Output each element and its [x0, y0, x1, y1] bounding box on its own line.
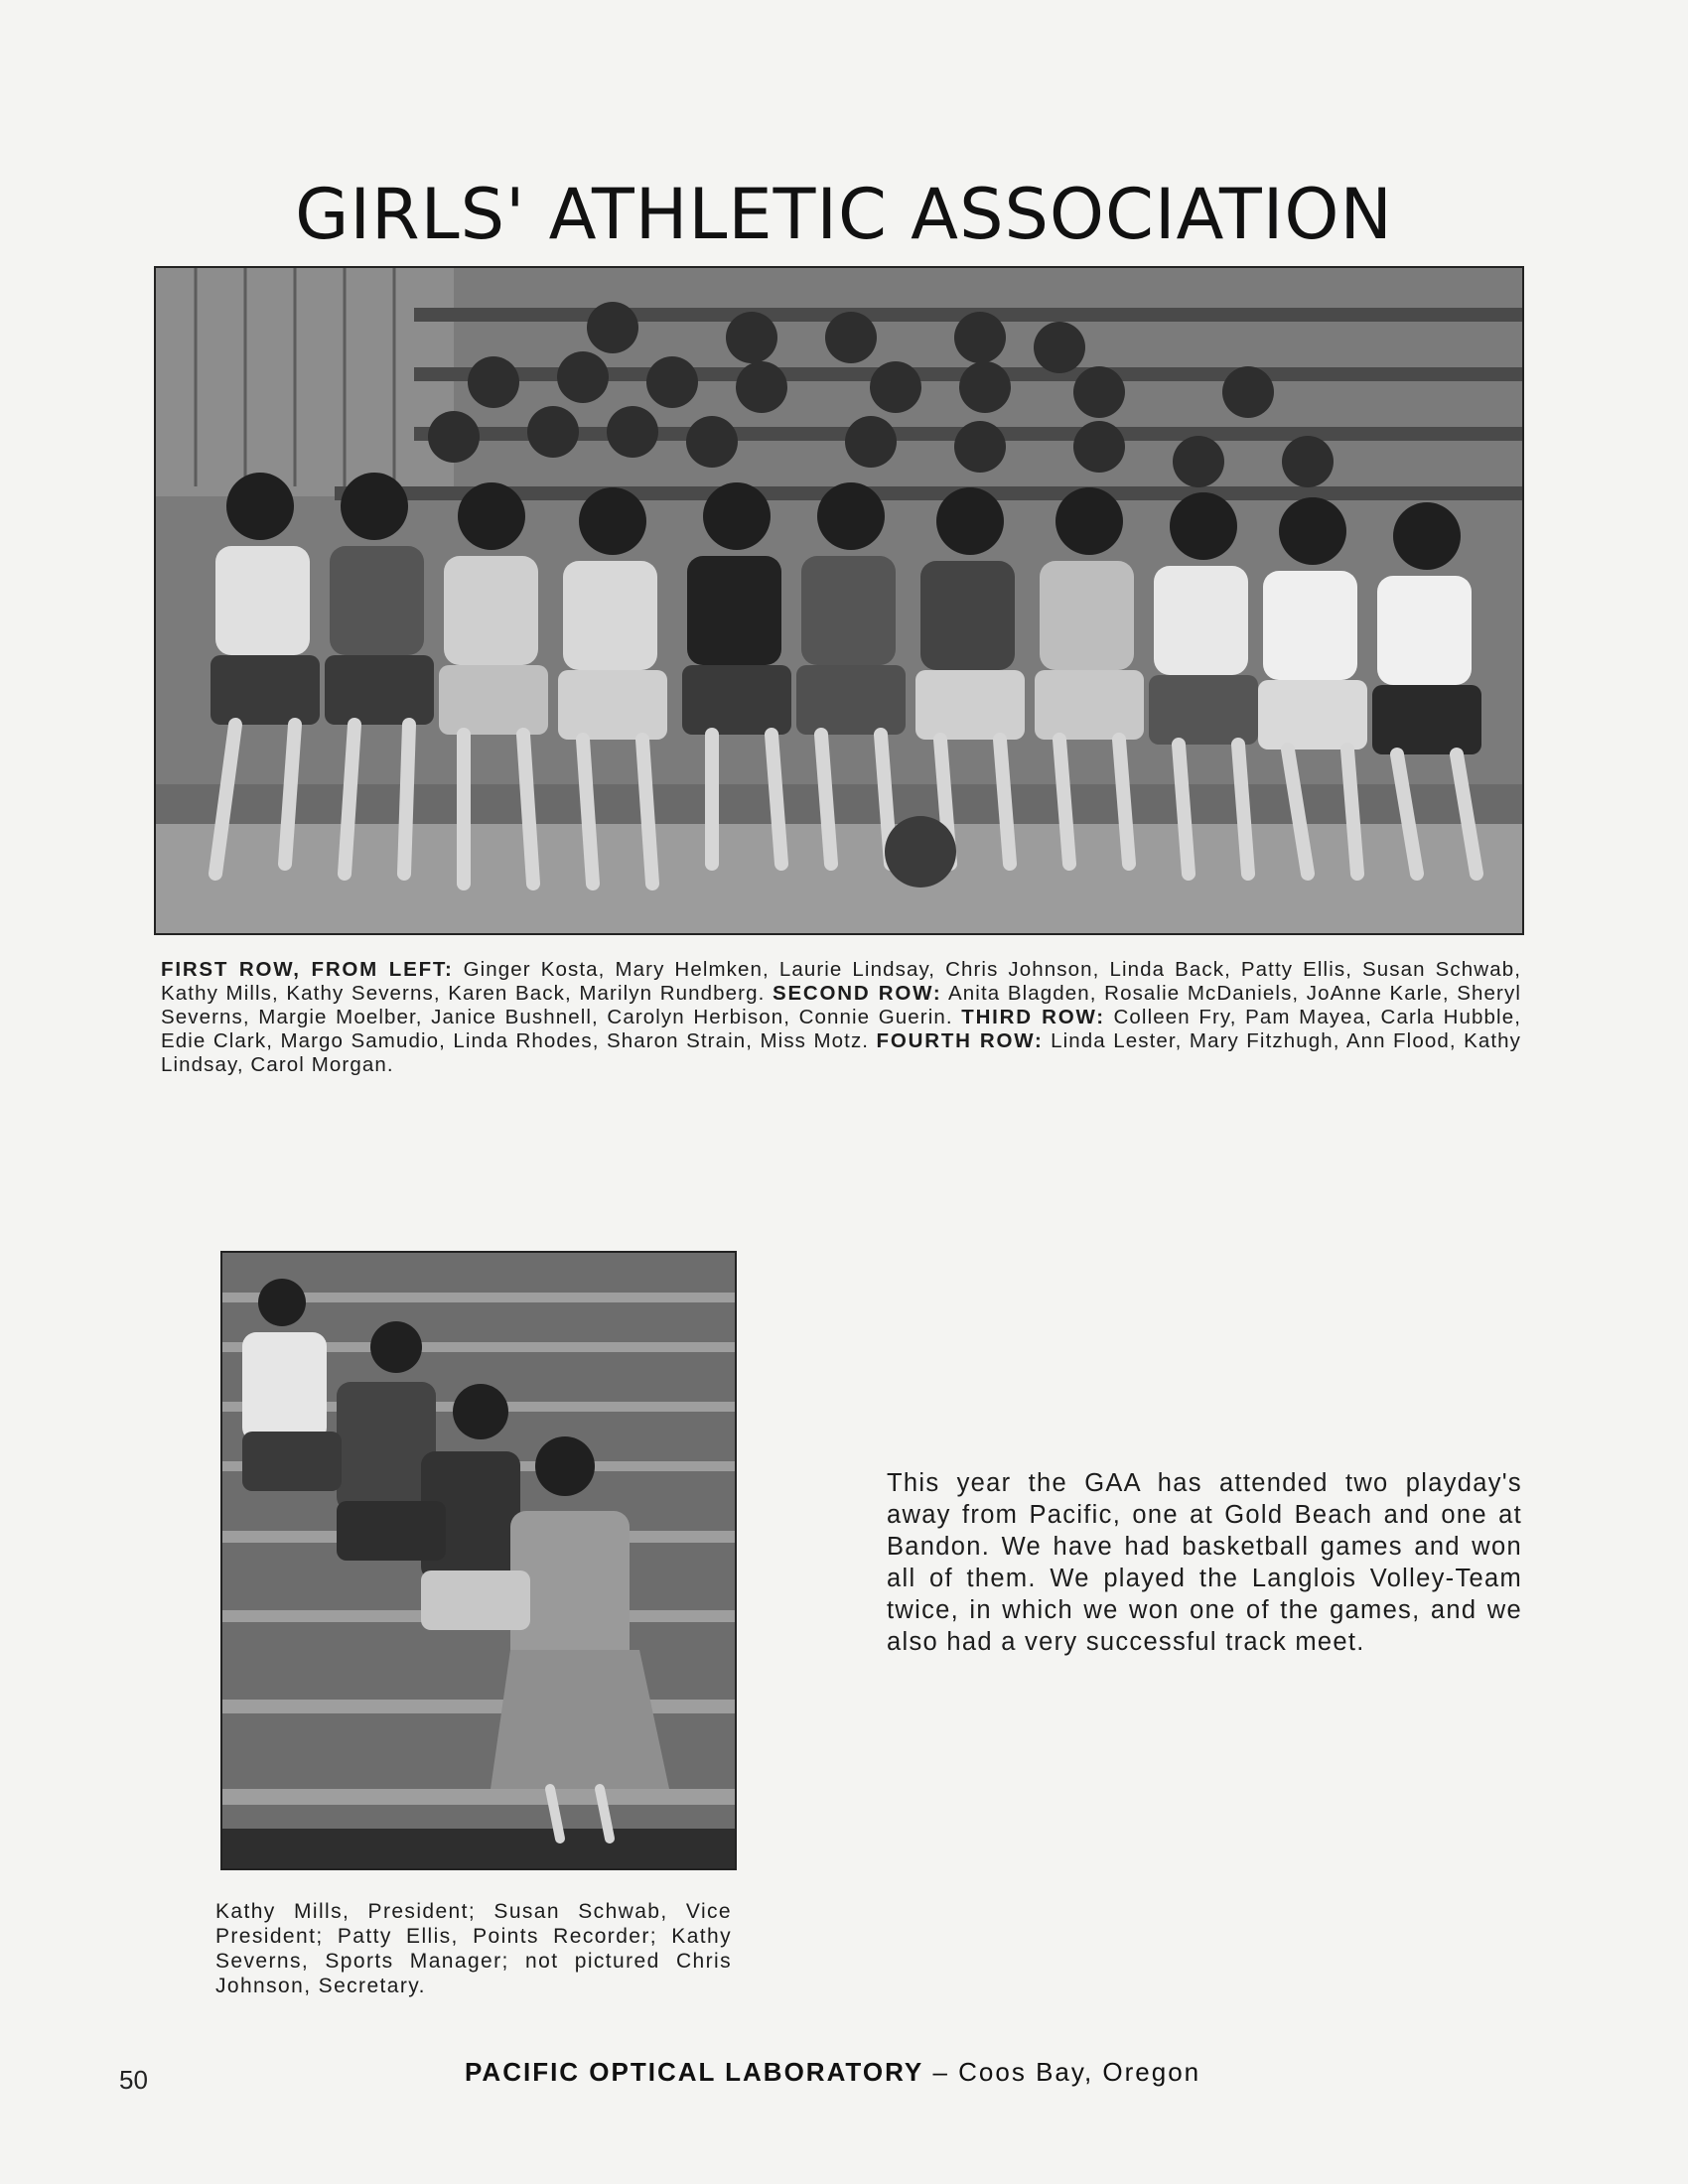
officers-photo-caption: Kathy Mills, President; Susan Schwab, Vice President; Patty Ellis, Points Recorder; Kathy Severns, Sports Manager; not pictured Chris Johnson, Secretary. [215, 1900, 732, 1997]
caption-heading-second-row: SECOND ROW: [772, 981, 942, 1005]
caption-names-third-row: Colleen Fry, Pam Mayea, Carla Hubble, Edie Clark, Margo Samudio, Linda Rhodes, Sharon Strain, Miss Motz. [161, 1005, 1521, 1052]
caption-heading-fourth-row: FOURTH ROW: [876, 1028, 1044, 1052]
officers-photo-image [222, 1253, 735, 1868]
group-photo [154, 266, 1524, 935]
footer-advertisement [465, 2057, 1219, 2088]
page-number: 50 [119, 2065, 148, 2095]
footer-brand: PACIFIC OPTICAL LABORATORY [465, 2057, 924, 2087]
group-photo-image [156, 268, 1522, 933]
caption-names-first-row: Ginger Kosta, Mary Helmken, Laurie Lindsay, Chris Johnson, Linda Back, Patty Ellis, Susan Schwab, Kathy Mills, Kathy Severns, Karen Back, Marilyn Rundberg. [161, 957, 1521, 1005]
caption-names-second-row: Anita Blagden, Rosalie McDaniels, JoAnne Karle, Sheryl Severns, Margie Moelber, Janice Bushnell, Carolyn Herbison, Connie Guerin. [161, 981, 1521, 1028]
caption-names-fourth-row: Linda Lester, Mary Fitzhugh, Ann Flood, Kathy Lindsay, Carol Morgan. [161, 1028, 1521, 1076]
group-photo-caption [161, 958, 1521, 1077]
footer-location: Coos Bay, Oregon [958, 2057, 1201, 2087]
article-text: This year the GAA has attended two playday's away from Pacific, one at Gold Beach and one at Bandon. We have had basketball games and won all of them. We played the Langlois Volley-Team twice, in which we won one of the games, and we also had a very successful track meet. [887, 1468, 1522, 1656]
page-title: GIRLS' ATHLETIC ASSOCIATION [295, 173, 1393, 255]
footer-separator: – [923, 2057, 959, 2087]
caption-heading-first-row: FIRST ROW, FROM LEFT: [161, 957, 454, 981]
caption-heading-third-row: THIRD ROW: [961, 1005, 1105, 1028]
officers-photo [220, 1251, 737, 1870]
